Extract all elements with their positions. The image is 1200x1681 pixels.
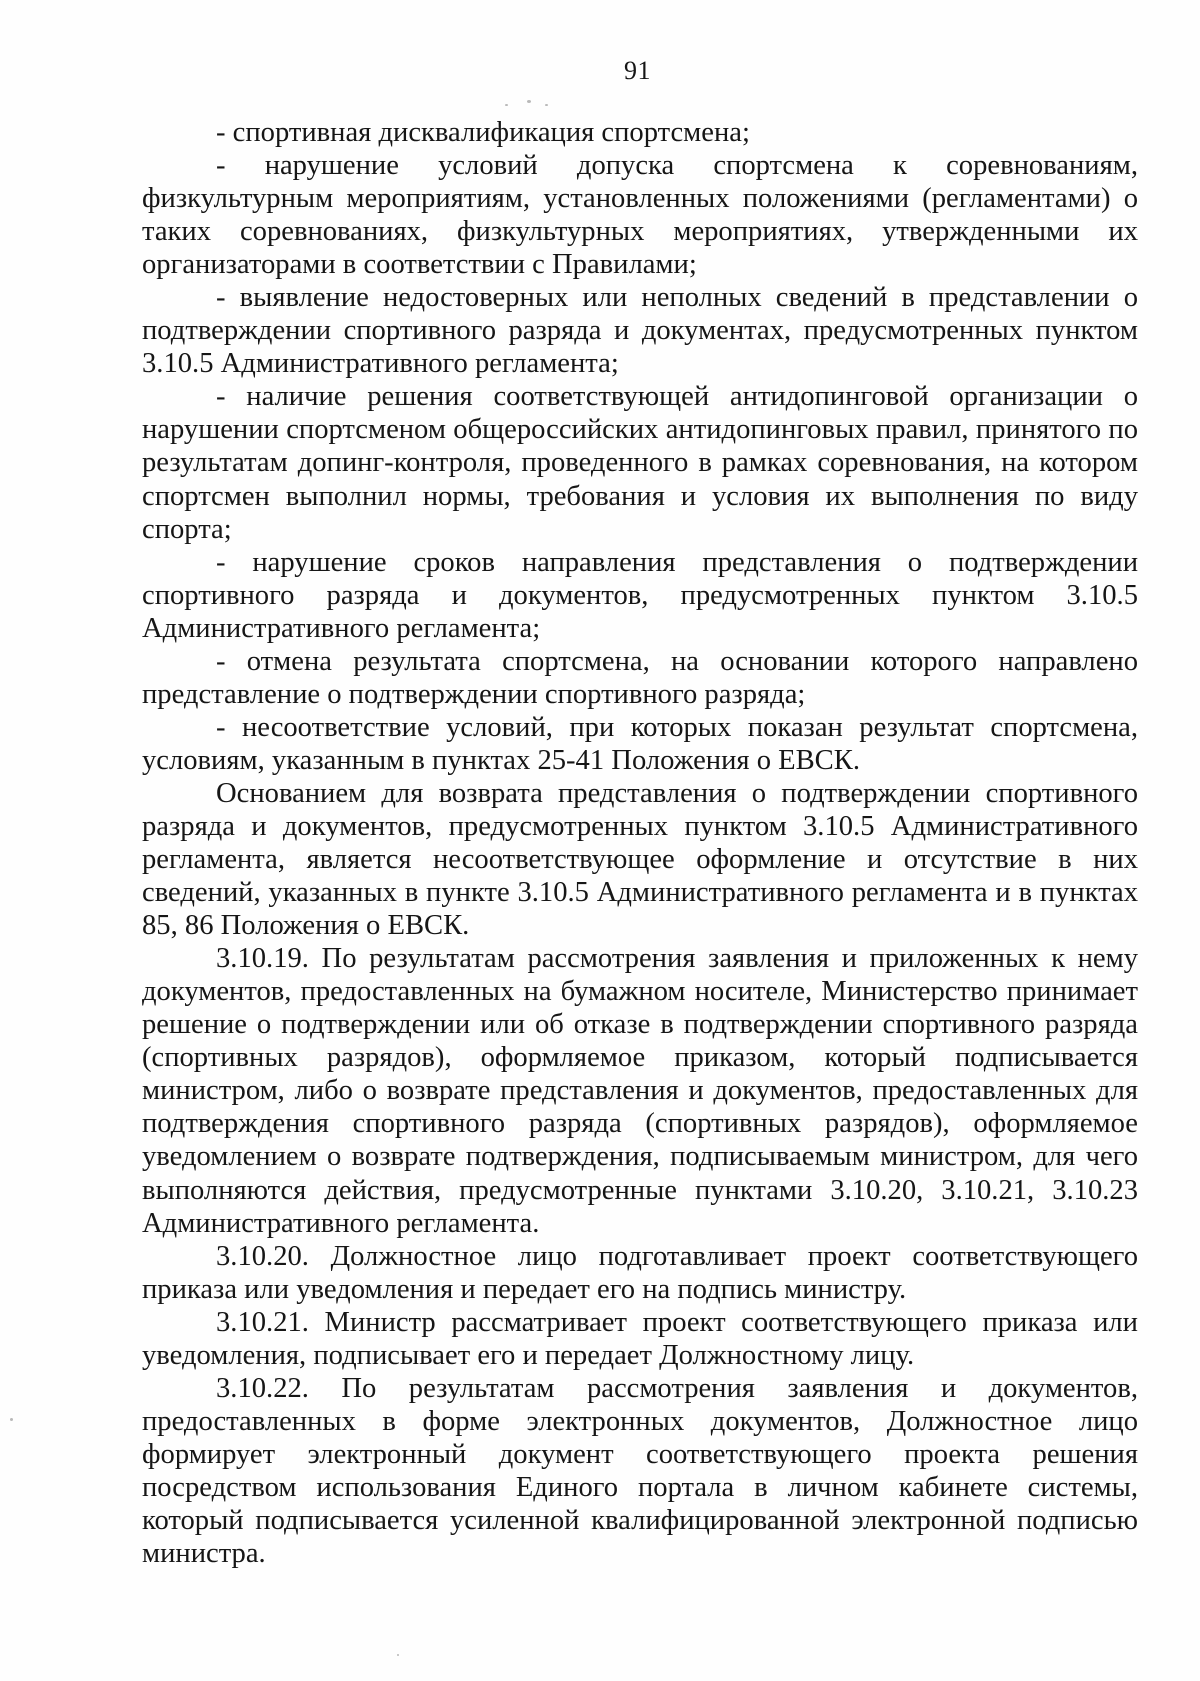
list-item-unreliable-info: - выявление недостоверных или неполных сведений в представлении о подтверждении спортивного разряда и документах, предусмотренных пунктом 3.10.5 Административного регламента; (142, 282, 1138, 380)
scan-speck (527, 100, 531, 103)
list-item-antidoping-decision: - наличие решения соответствующей антидопинговой организации о нарушении спортсменом общероссийских антидопинговых правил, принятого по результатам допинг-контроля, проведенного в рамках соревнования, на котором спортсмен выполнил нормы, требования и условия их выполнения по виду спорта; (142, 381, 1138, 545)
scan-speck (10, 1418, 13, 1421)
list-item-conditions-mismatch: - несоответствие условий, при которых показан результат спортсмена, условиям, указанным в пунктах 25-41 Положения о ЕВСК. (142, 711, 1138, 776)
clause-3-10-21: 3.10.21. Министр рассматривает проект соответствующего приказа или уведомления, подписывает его и передает Должностному лицу. (142, 1306, 1138, 1371)
paragraph-return-grounds: Основанием для возврата представления о подтверждении спортивного разряда и документов, предусмотренных пунктом 3.10.5 Административного регламента, является несоответствующее оформление и отсутствие в них сведений, указанных в пункте 3.10.5 Административного регламента и в пунктах 85, 86 Положения о ЕВСК. (142, 777, 1138, 942)
list-item-result-cancellation: - отмена результата спортсмена, на основании которого направлено представление о подтверждении спортивного разряда; (142, 645, 1138, 710)
document-body (142, 116, 1138, 1570)
clause-3-10-22: 3.10.22. По результатам рассмотрения заявления и документов, предоставленных в форме электронных документов, Должностное лицо формирует электронный документ соответствующего проекта решения посредством использования Единого портала в личном кабинете системы, который подписывается усиленной квалифицированной электронной подписью министра. (142, 1372, 1138, 1570)
scan-speck (545, 104, 548, 106)
list-item-deadline-violation: - нарушение сроков направления представления о подтверждении спортивного разряда и документов, предусмотренных пунктом 3.10.5 Административного регламента; (142, 546, 1138, 644)
list-item-admission-violation: - нарушение условий допуска спортсмена к соревнованиям, физкультурным мероприятиям, установленных положениями (регламентами) о таких соревнованиях, физкультурных мероприятиях, утвержденными их организаторами в соответствии с Правилами; (142, 150, 1138, 281)
clause-3-10-20: 3.10.20. Должностное лицо подготавливает проект соответствующего приказа или уведомления и передает его на подпись министру. (142, 1240, 1138, 1305)
scan-speck (505, 104, 508, 106)
clause-3-10-19: 3.10.19. По результатам рассмотрения заявления и приложенных к нему документов, предоставленных на бумажном носителе, Министерство принимает решение о подтверждении или об отказе в подтверждении спортивного разряда (спортивных разрядов), оформляемое приказом, который подписывается министром, либо о возврате представления и документов, предоставленных для подтверждения спортивного разряда (спортивных разрядов), оформляемое уведомлением о возврате подтверждения, подписываемым министром, для чего выполняются действия, предусмотренные пунктами 3.10.20, 3.10.21, 3.10.23 Административного регламента. (142, 943, 1138, 1239)
list-item-disqualification: - спортивная дисквалификация спортсмена; (216, 117, 750, 148)
scan-speck (397, 1654, 399, 1656)
page-number: 91 (624, 56, 651, 85)
